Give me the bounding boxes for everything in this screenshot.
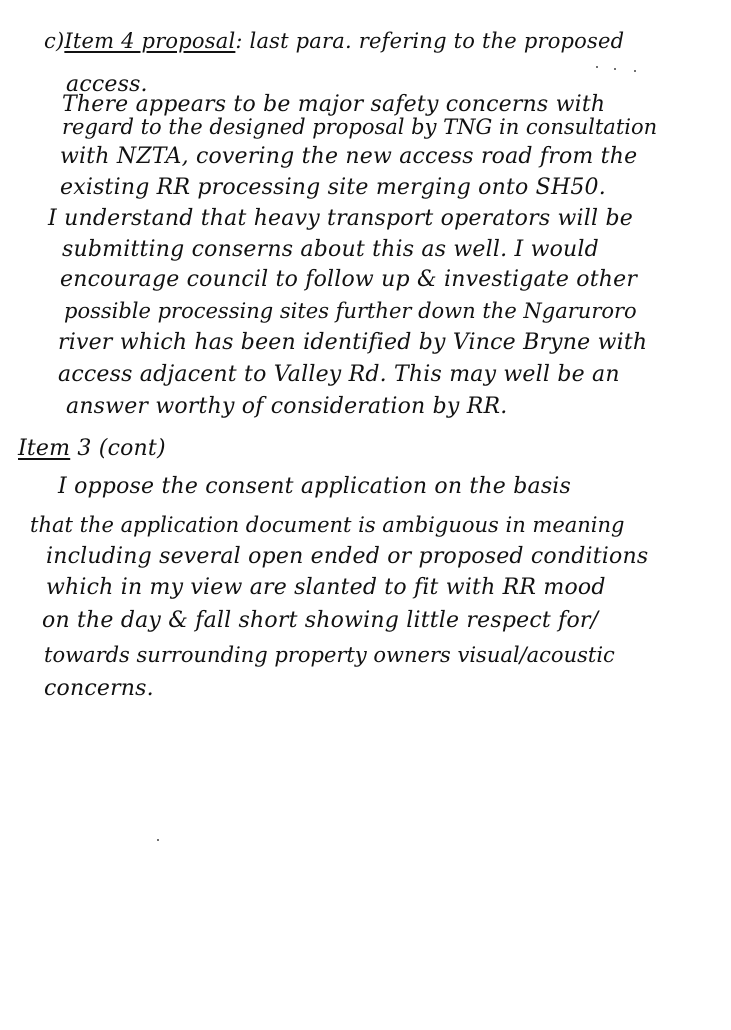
item3-line-4: which in my view are slanted to fit with RR mood — [46, 575, 606, 600]
section-c-line-12: answer worthy of consideration by RR. — [66, 394, 508, 419]
section-c-heading-line — [44, 28, 624, 54]
section-c-heading-rest: : last para. refering to the proposed — [235, 29, 625, 53]
scan-speck — [157, 839, 159, 841]
scan-speck — [634, 70, 636, 72]
item3-line-2: that the application document is ambiguous in meaning — [30, 513, 625, 537]
item3-line-3: including several open ended or proposed conditions — [46, 544, 649, 569]
section-c-marker: c) — [44, 29, 65, 53]
section-c-line-4: with NZTA, covering the new access road from the — [60, 144, 638, 169]
section-c-line-8: encourage council to follow up & investigate other — [60, 267, 638, 292]
section-c-line-9: possible processing sites further down the Ngaruroro — [64, 299, 637, 323]
section-c-line-3: regard to the designed proposal by TNG in consultation — [62, 115, 658, 139]
item3-heading-line — [18, 436, 166, 462]
item3-heading: Item — [18, 436, 71, 461]
scan-speck — [614, 68, 616, 70]
section-c-line-7: submitting conserns about this as well. I would — [62, 237, 599, 262]
section-c-heading: Item 4 proposal — [64, 29, 236, 53]
scan-speck — [596, 66, 598, 68]
section-c-line-1: access. — [66, 72, 148, 97]
item3-line-5: on the day & fall short showing little respect for/ — [42, 608, 599, 633]
section-c-line-5: existing RR processing site merging onto SH50. — [60, 175, 606, 200]
section-c-line-2: There appears to be major safety concerns with — [62, 92, 606, 117]
section-c-line-10: river which has been identified by Vince Bryne with — [58, 330, 648, 355]
section-c-line-6: I understand that heavy transport operators will be — [48, 206, 633, 231]
item3-line-7: concerns. — [44, 676, 154, 701]
item3-line-1: I oppose the consent application on the basis — [58, 474, 572, 499]
item3-line-6: towards surrounding property owners visual/acoustic — [44, 643, 615, 667]
item3-heading-rest: 3 (cont) — [70, 436, 166, 461]
section-c-line-11: access adjacent to Valley Rd. This may well be an — [58, 362, 620, 387]
